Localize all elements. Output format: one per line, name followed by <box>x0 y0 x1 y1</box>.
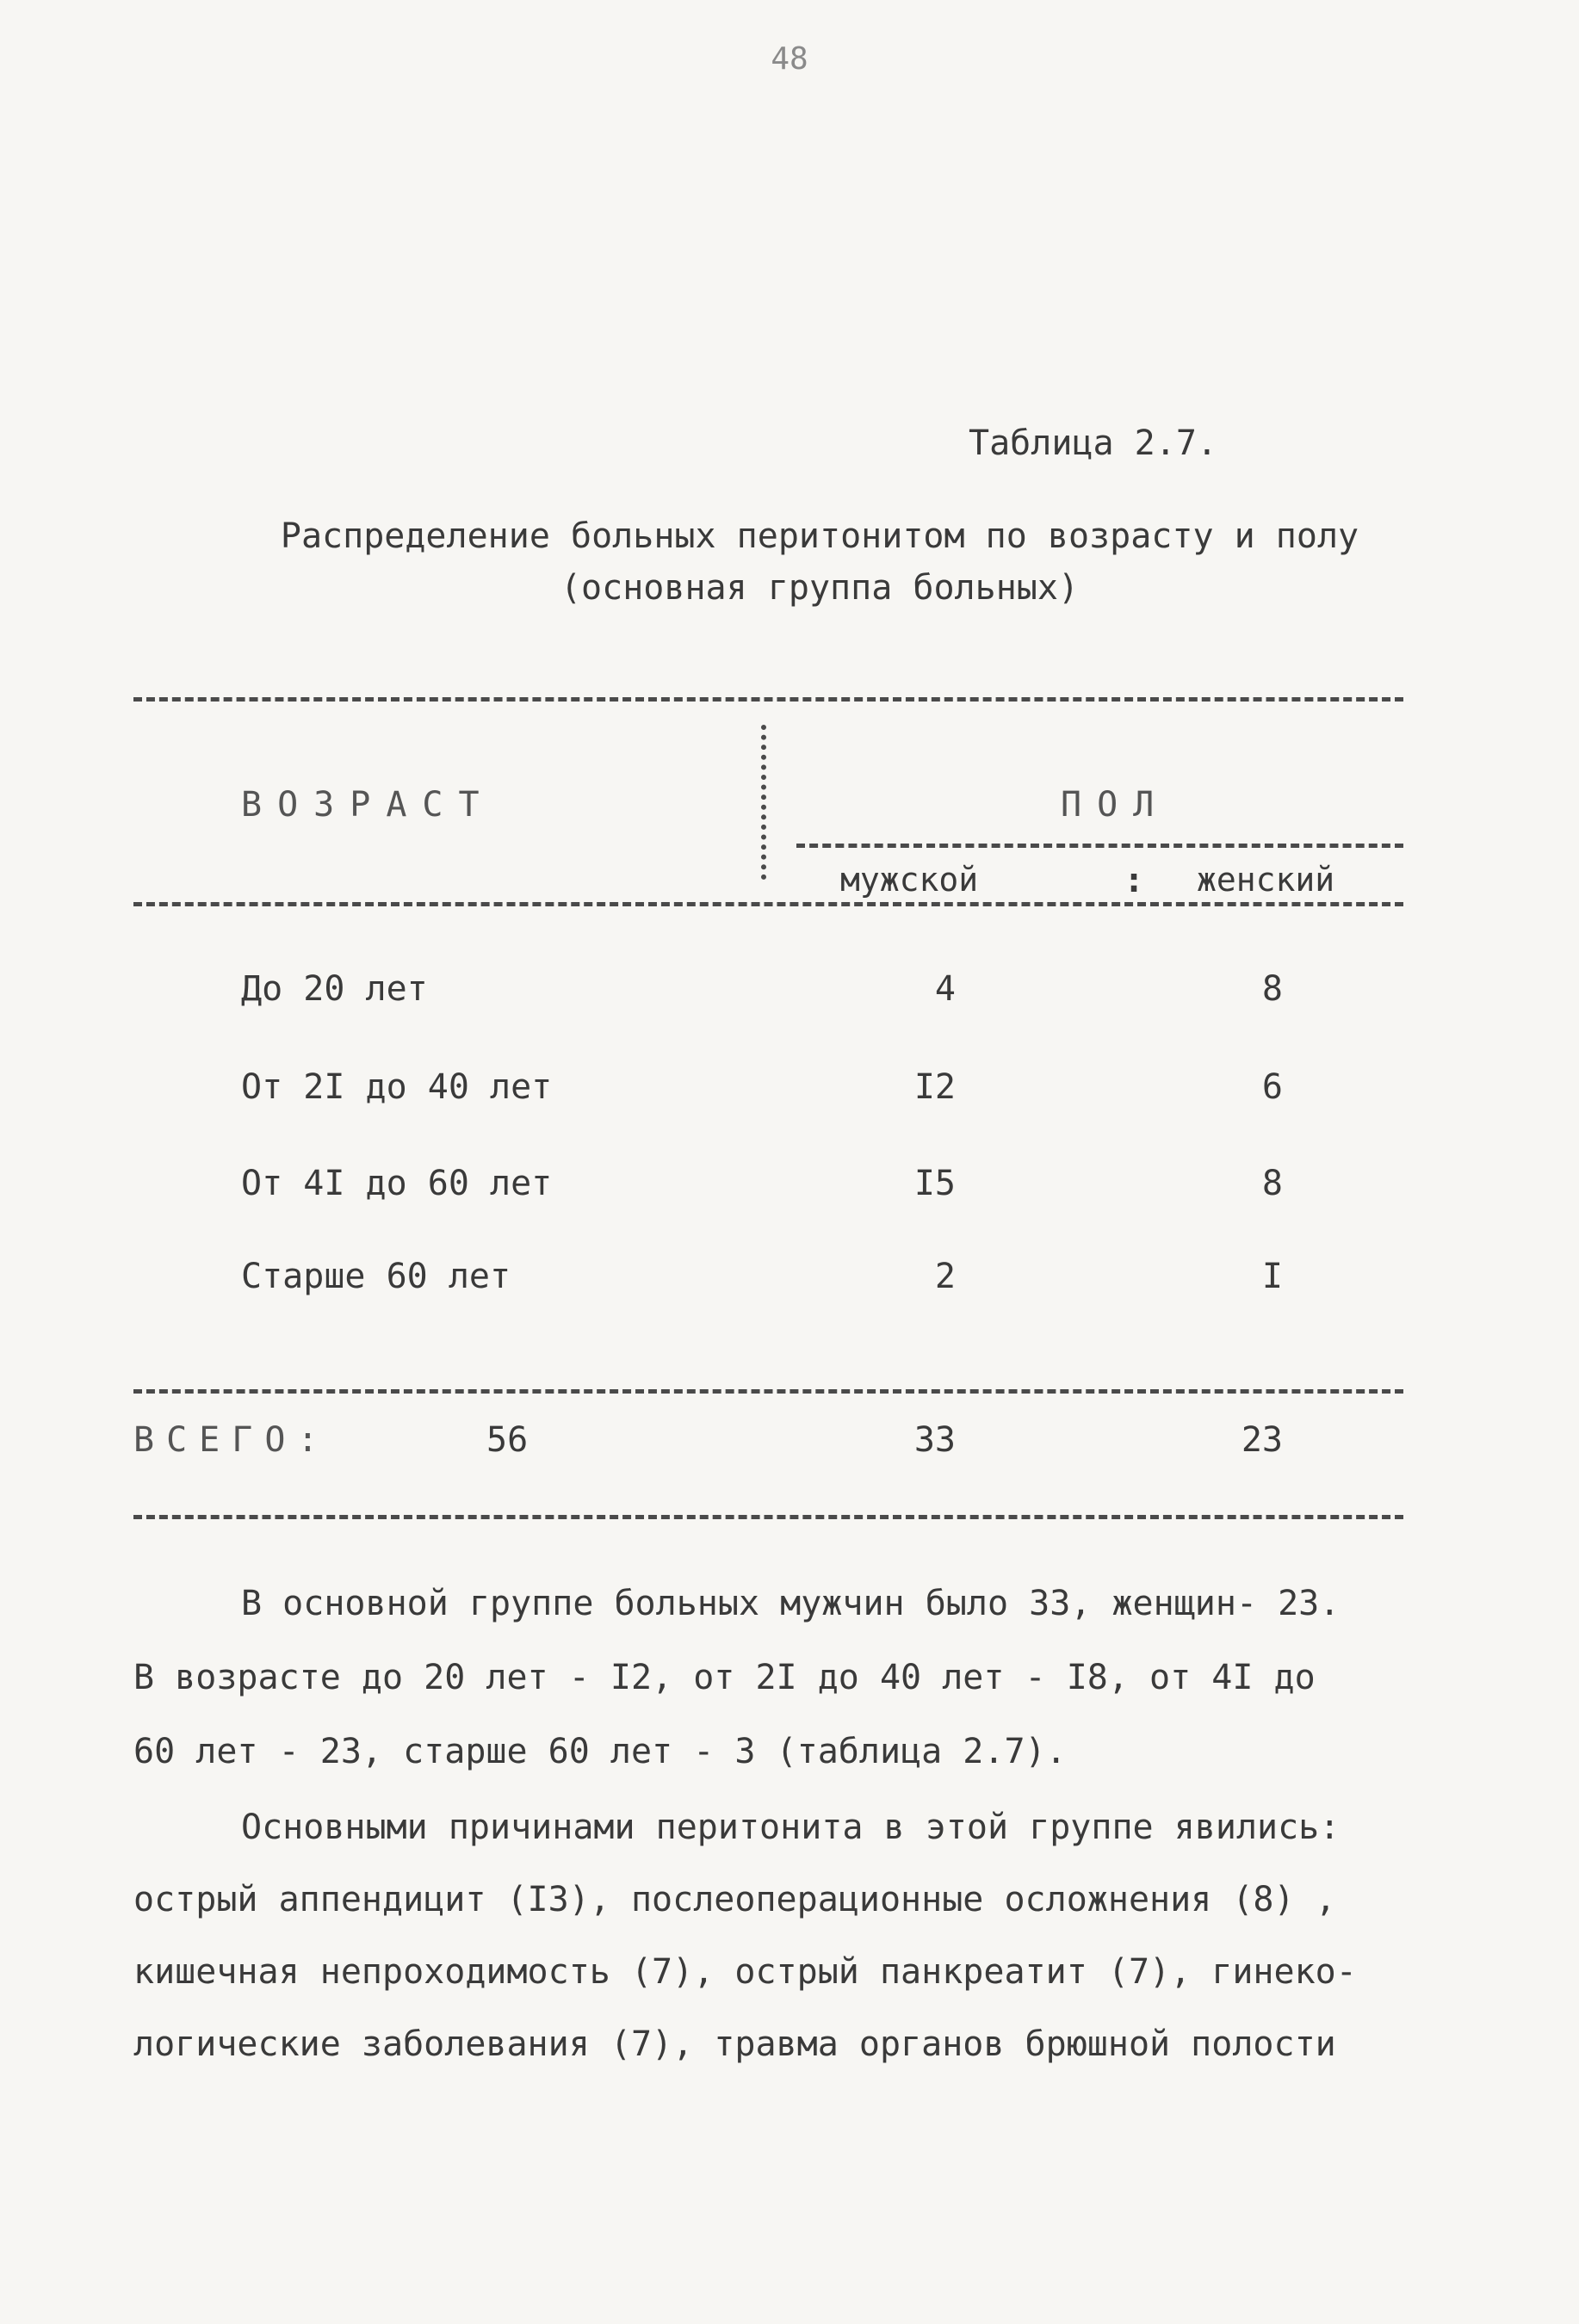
page-number: 48 <box>771 41 808 77</box>
body-text-line: 60 лет - 23, старше 60 лет - 3 (таблица 2.7). <box>133 1732 1067 1771</box>
row-age-label: Старше 60 лет <box>241 1257 511 1296</box>
header-bottom-rule <box>133 902 1403 906</box>
body-text-line: острый аппендицит (I3), послеоперационные осложнения (8) , <box>133 1880 1336 1919</box>
row-age-label: От 4I до 60 лет <box>241 1164 553 1203</box>
table-caption-line1: Распределение больных перитонитом по возрасту и полу <box>280 516 1359 556</box>
row-age-label: От 2I до 40 лет <box>241 1067 553 1107</box>
subheader-male: мужской <box>840 861 979 899</box>
row-male-value: 4 <box>934 969 956 1009</box>
body-text-line: В основной группе больных мужчин было 33, женщин- 23. <box>241 1584 1341 1623</box>
row-female-value: 6 <box>1261 1067 1283 1107</box>
subheader-separator: : <box>1124 861 1145 900</box>
subheader-female: женский <box>1197 861 1335 899</box>
row-male-value: I2 <box>913 1067 956 1107</box>
row-male-value: 2 <box>934 1257 956 1296</box>
total-female-value: 23 <box>1241 1420 1283 1460</box>
total-top-rule <box>133 1389 1403 1394</box>
row-male-value: I5 <box>913 1164 956 1203</box>
row-female-value: 8 <box>1261 1164 1283 1203</box>
table-bottom-rule <box>133 1515 1403 1519</box>
body-text-line: кишечная непроходимость (7), острый панкреатит (7), гинеко- <box>133 1952 1357 1992</box>
body-text-line: В возрасте до 20 лет - I2, от 2I до 40 лет - I8, от 4I до <box>133 1658 1316 1697</box>
total-male-value: 33 <box>913 1420 956 1460</box>
body-text-line: логические заболевания (7), травма органов брюшной полости <box>133 2024 1336 2064</box>
table-top-rule <box>133 697 1403 702</box>
row-female-value: 8 <box>1261 969 1283 1009</box>
body-text-line: Основными причинами перитонита в этой группе явились: <box>241 1808 1341 1847</box>
row-age-label: До 20 лет <box>241 969 428 1009</box>
header-column-divider <box>761 725 766 880</box>
row-female-value: I <box>1261 1257 1283 1296</box>
header-age: ВОЗРАСТ <box>241 785 495 825</box>
total-all-value: 56 <box>486 1420 529 1460</box>
table-number: Таблица 2.7. <box>969 423 1217 463</box>
header-sex: ПОЛ <box>1061 785 1170 825</box>
table-caption-line2: (основная группа больных) <box>560 568 1080 608</box>
total-label: ВСЕГО: <box>133 1420 331 1460</box>
sex-header-rule <box>796 844 1403 848</box>
